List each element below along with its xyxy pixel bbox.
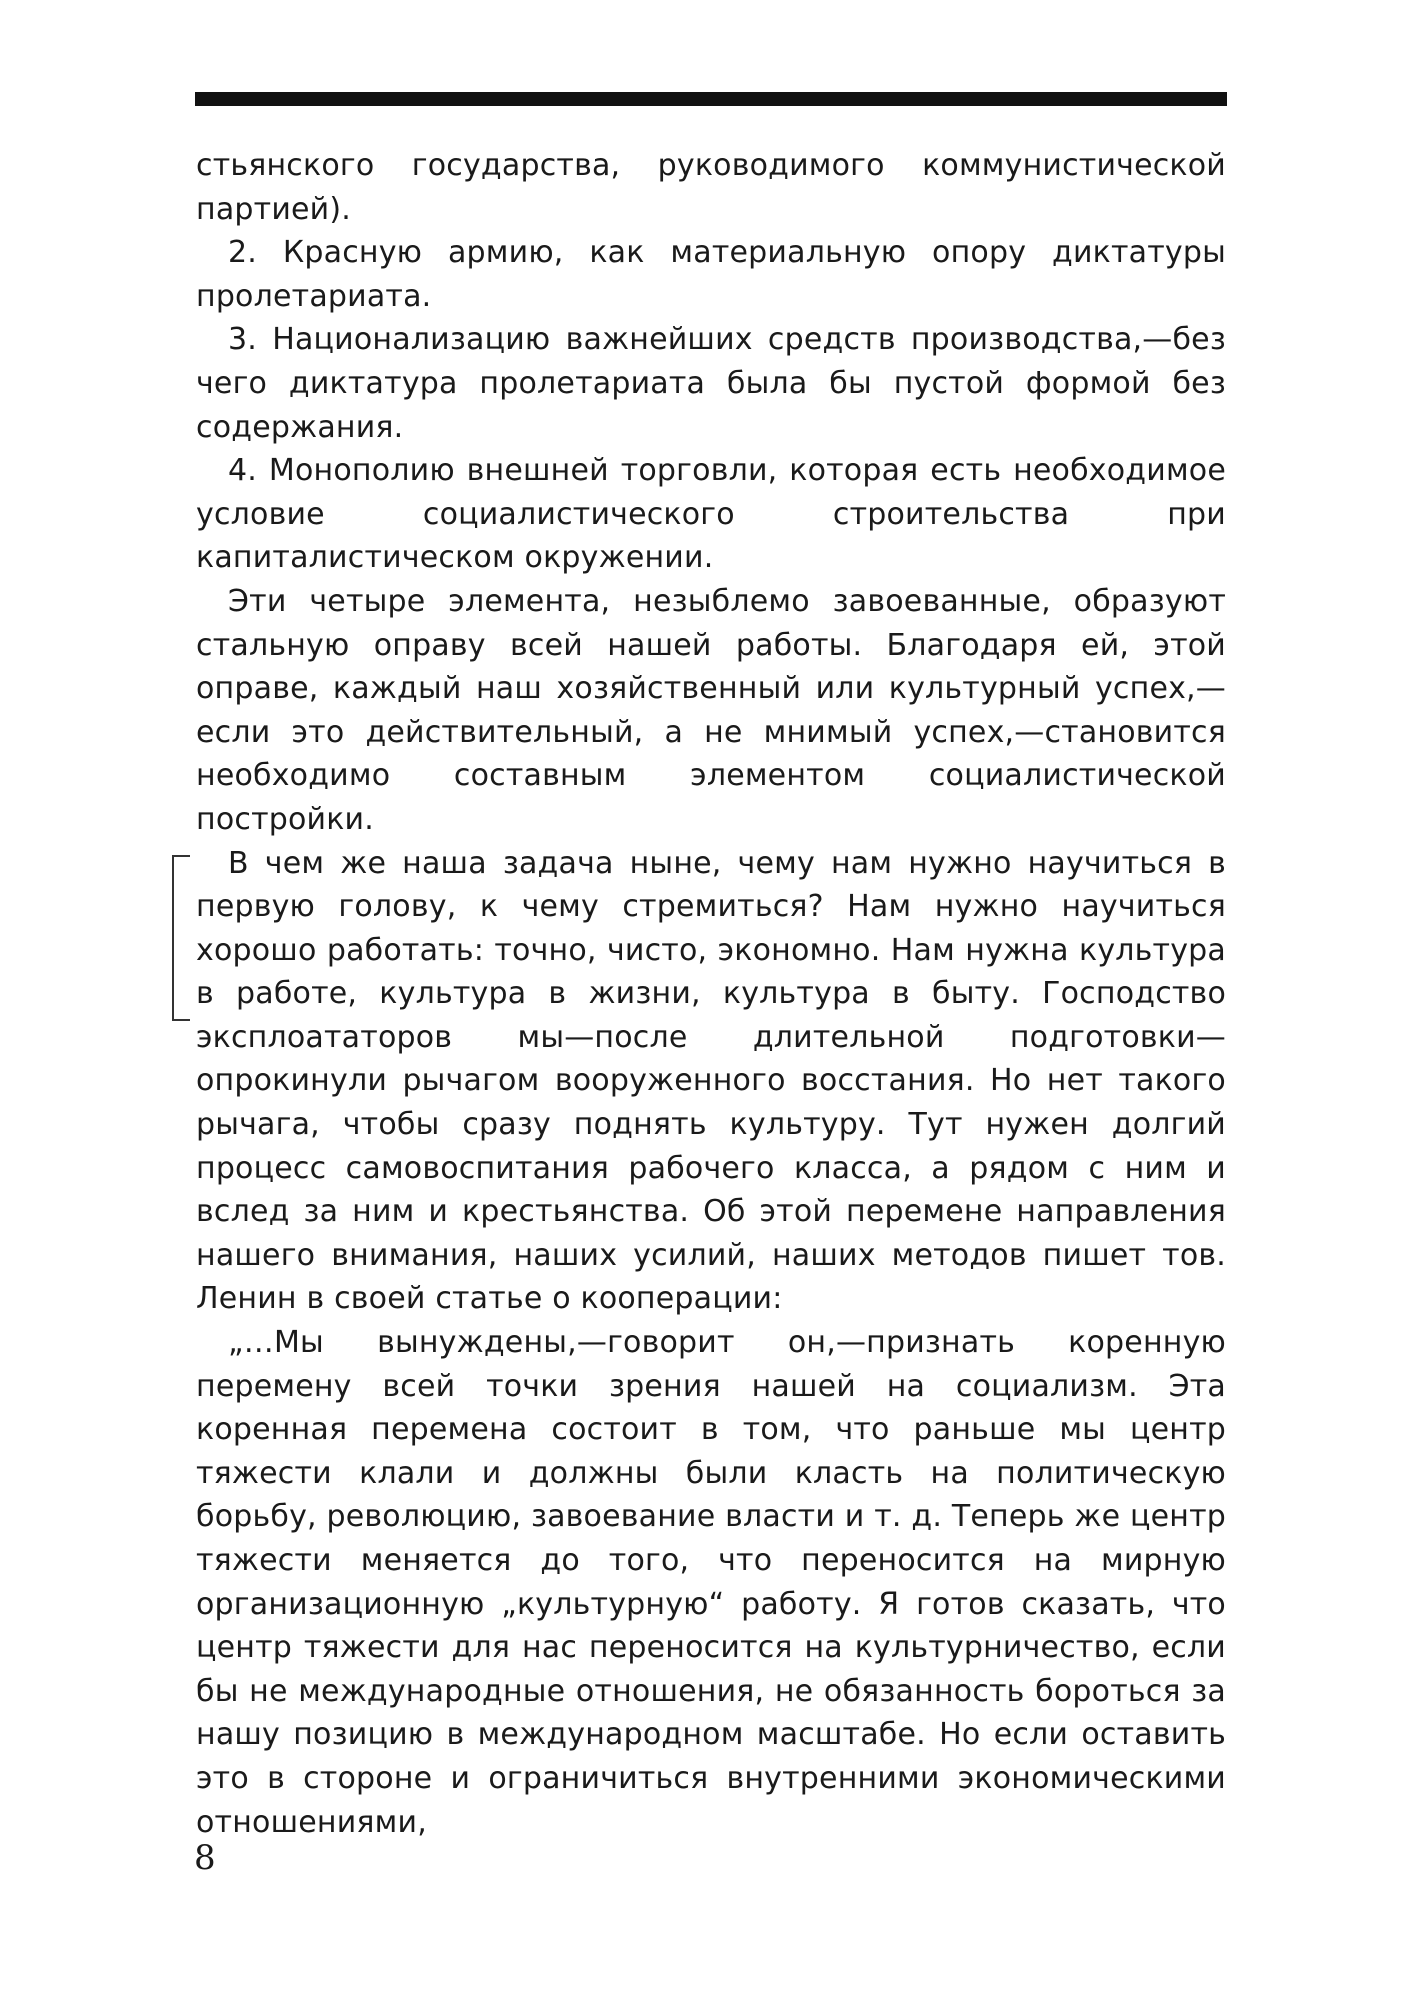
margin-bracket-mark: [172, 855, 190, 1021]
body-text: [196, 144, 1226, 1844]
paragraph-item-3: 3. Национализацию важнейших средств производства,—без чего диктатура пролетариата была бы пустой формой без содержания.: [196, 322, 1226, 445]
paragraph-four-elements: Эти четыре элемента, незыблемо завоеванные, образуют стальную оправу всей нашей работы. Благодаря ей, этой оправе, каждый наш хозяйственный или культурный успех,—если это действительный, а не мнимый успех,—становится необходимо составным элементом социалистической постройки.: [196, 583, 1226, 837]
paragraph-item-2: 2. Красную армию, как материальную опору диктатуры пролетариата.: [196, 235, 1226, 314]
paragraph-continuation: стьянского государства, руководимого коммунистической партией).: [196, 148, 1226, 227]
paragraph-task: В чем же наша задача ныне, чему нам нужно научиться в первую голову, к чему стремиться? Нам нужно научиться хорошо работать: точно, чисто, экономно. Нам нужна культура в работе, культура в жизни, культура в быту. Господство эксплоататоров мы—после длительной подготовки—опрокинули рычагом вооруженного восстания. Но нет такого рычага, чтобы сразу поднять культуру. Тут нужен долгий процесс самовоспитания рабочего класса, а рядом с ним и вслед за ним и крестьянства. Об этой перемене направления нашего внимания, наших усилий, наших методов пишет тов. Ленин в своей статье о кооперации:: [196, 845, 1226, 1317]
paragraph-quote: „…Мы вынуждены,—говорит он,—признать коренную перемену всей точки зрения нашей на социализм. Эта коренная перемена состоит в том, что раньше мы центр тяжести клали и должны были класть на политическую борьбу, революцию, завоевание власти и т. д. Теперь же центр тяжести меняется до того, что переносится на мирную организационную „культурную“ работу. Я готов сказать, что центр тяжести для нас переносится на культурничество, если бы не международные отношения, не обязанность бороться за нашу позицию в международном масштабе. Но если оставить это в стороне и ограничиться внутренними экономическими отношениями,: [196, 1325, 1226, 1840]
top-rule: [195, 92, 1227, 106]
paragraph-item-4: 4. Монополию внешней торговли, которая есть необходимое условие социалистического строительства при капиталистическом окружении.: [196, 453, 1226, 576]
page-number: 8: [194, 1838, 216, 1878]
